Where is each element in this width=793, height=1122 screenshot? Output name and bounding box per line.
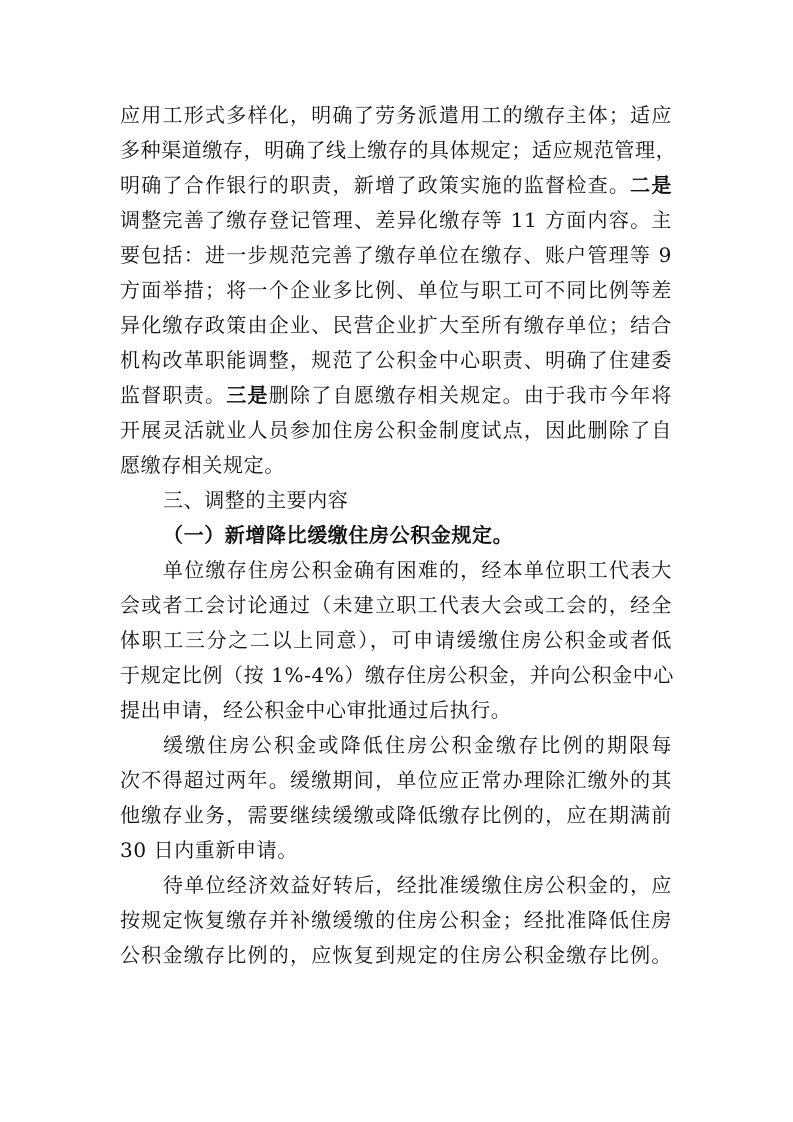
paragraph-adjustment-summary: [120, 98, 677, 483]
text-run: 删除了自愿缴存相关规定。由于我市今年将: [268, 383, 672, 407]
text-line: 公积金缴存比例的，应恢复到规定的住房公积金缴存比例。: [120, 943, 672, 967]
text-line: 机构改革职能调整，规范了公积金中心职责、明确了住建委: [120, 348, 672, 372]
text-line: 他缴存业务，需要继续缓缴或降低缴存比例的，应在期满前: [120, 803, 672, 827]
bold-emphasis-second: 二是: [630, 173, 672, 197]
text-line: 多种渠道缴存，明确了线上缴存的具体规定；适应规范管理，: [120, 138, 677, 162]
text-line: 单位缴存住房公积金确有困难的，经本单位职工代表大: [163, 558, 672, 582]
text-line: 应用工形式多样化，明确了劳务派遣用工的缴存主体；适应: [120, 103, 672, 127]
text-line: 要包括：进一步规范完善了缴存单位在缴存、账户管理等 9: [120, 243, 672, 267]
text-line: 缓缴住房公积金或降低住房公积金缴存比例的期限每: [163, 733, 672, 757]
document-body: [120, 98, 677, 973]
text-line: 异化缴存政策由企业、民营企业扩大至所有缴存单位；结合: [120, 313, 672, 337]
text-line: 愿缴存相关规定。: [120, 453, 285, 477]
text-run: 明确了合作银行的职责，新增了政策实施的监督检查。: [120, 173, 631, 197]
text-line: 会或者工会讨论通过（未建立职工代表大会或工会的，经全: [120, 593, 672, 617]
paragraph-restoration: [120, 868, 672, 973]
text-line: 开展灵活就业人员参加住房公积金制度试点，因此删除了自: [120, 418, 672, 442]
sub-heading: （一）新增降比缓缴住房公积金规定。: [163, 523, 514, 547]
paragraph-deferral-period: [120, 728, 672, 868]
section-heading: 三、调整的主要内容: [163, 488, 349, 512]
text-line: 30 日内重新申请。: [120, 838, 298, 862]
text-line: 按规定恢复缴存并补缴缓缴的住房公积金；经批准降低住房: [120, 908, 672, 932]
bold-emphasis-third: 三是: [226, 383, 269, 407]
text-line: 方面举措；将一个企业多比例、单位与职工可不同比例等差: [120, 278, 672, 302]
paragraph-deferral-application: [120, 553, 672, 728]
text-line: 次不得超过两年。缓缴期间，单位应正常办理除汇缴外的其: [120, 768, 672, 792]
text-line: [120, 168, 672, 203]
text-line: [120, 378, 672, 413]
text-line: 提出申请，经公积金中心审批通过后执行。: [120, 698, 512, 722]
text-line: 待单位经济效益好转后，经批准缓缴住房公积金的，应: [163, 873, 672, 897]
text-line: 于规定比例（按 1%-4%）缴存住房公积金，并向公积金中心: [120, 663, 674, 687]
text-line: 调整完善了缴存登记管理、差异化缴存等 11 方面内容。主: [120, 208, 672, 232]
text-run: 监督职责。: [120, 383, 227, 407]
text-line: 体职工三分之二以上同意），可申请缓缴住房公积金或者低: [120, 628, 672, 652]
